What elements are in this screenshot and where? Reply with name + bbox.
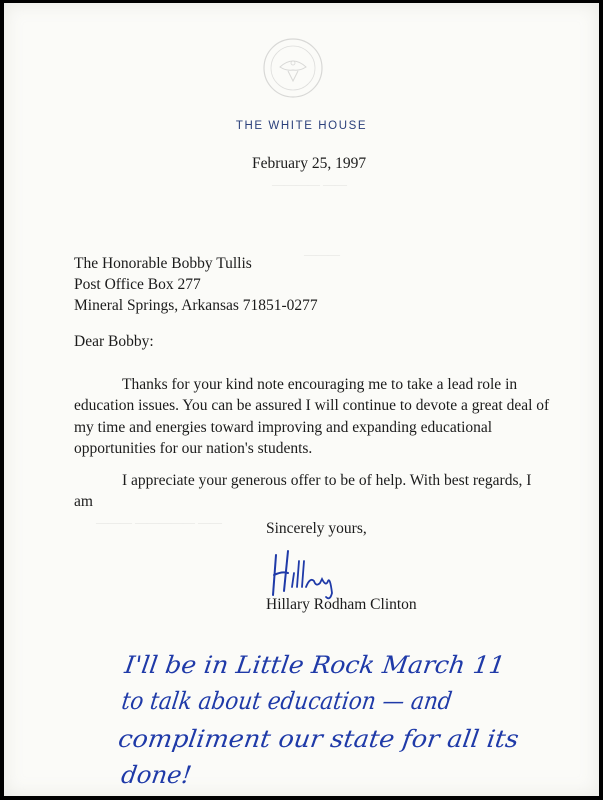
handwritten-note-line4: done!: [119, 761, 193, 789]
handwritten-note-line2: to talk about education — and: [119, 687, 491, 715]
recipient-address-line2: Mineral Springs, Arkansas 71851-0277: [74, 297, 318, 314]
handwritten-note-line1: I'll be in Little Rock March 11: [122, 651, 492, 679]
salutation: Dear Bobby:: [74, 333, 154, 350]
letter-page: [4, 3, 599, 796]
handwritten-signature: [266, 543, 346, 603]
recipient-address: [74, 253, 318, 316]
body-paragraph-2: I appreciate your generous offer to be of help. With best regards, I am: [74, 472, 532, 511]
bleed-through-text: ———: [304, 247, 340, 261]
recipient-name: The Honorable Bobby Tullis: [74, 255, 252, 272]
bleed-through-text: ——— ————— ——: [96, 515, 222, 529]
letterhead-title: THE WHITE HOUSE: [235, 120, 368, 132]
bleed-through-text: ———— ——: [272, 177, 347, 191]
body-paragraph-1: Thanks for your kind note encouraging me to take a lead role in education issues. You can be assured I will continue to devote a great deal of my time and energies toward improving and expanding educational opportunities for our nation's students.: [74, 376, 550, 457]
handwritten-note: [100, 643, 560, 793]
recipient-address-line1: Post Office Box 277: [74, 276, 201, 293]
handwritten-note-line3: compliment our state for all its: [116, 725, 498, 753]
presidential-seal-icon: [262, 37, 324, 99]
closing: Sincerely yours,: [266, 520, 367, 537]
letter-date: February 25, 1997: [252, 155, 367, 172]
signer-name: Hillary Rodham Clinton: [266, 596, 417, 613]
